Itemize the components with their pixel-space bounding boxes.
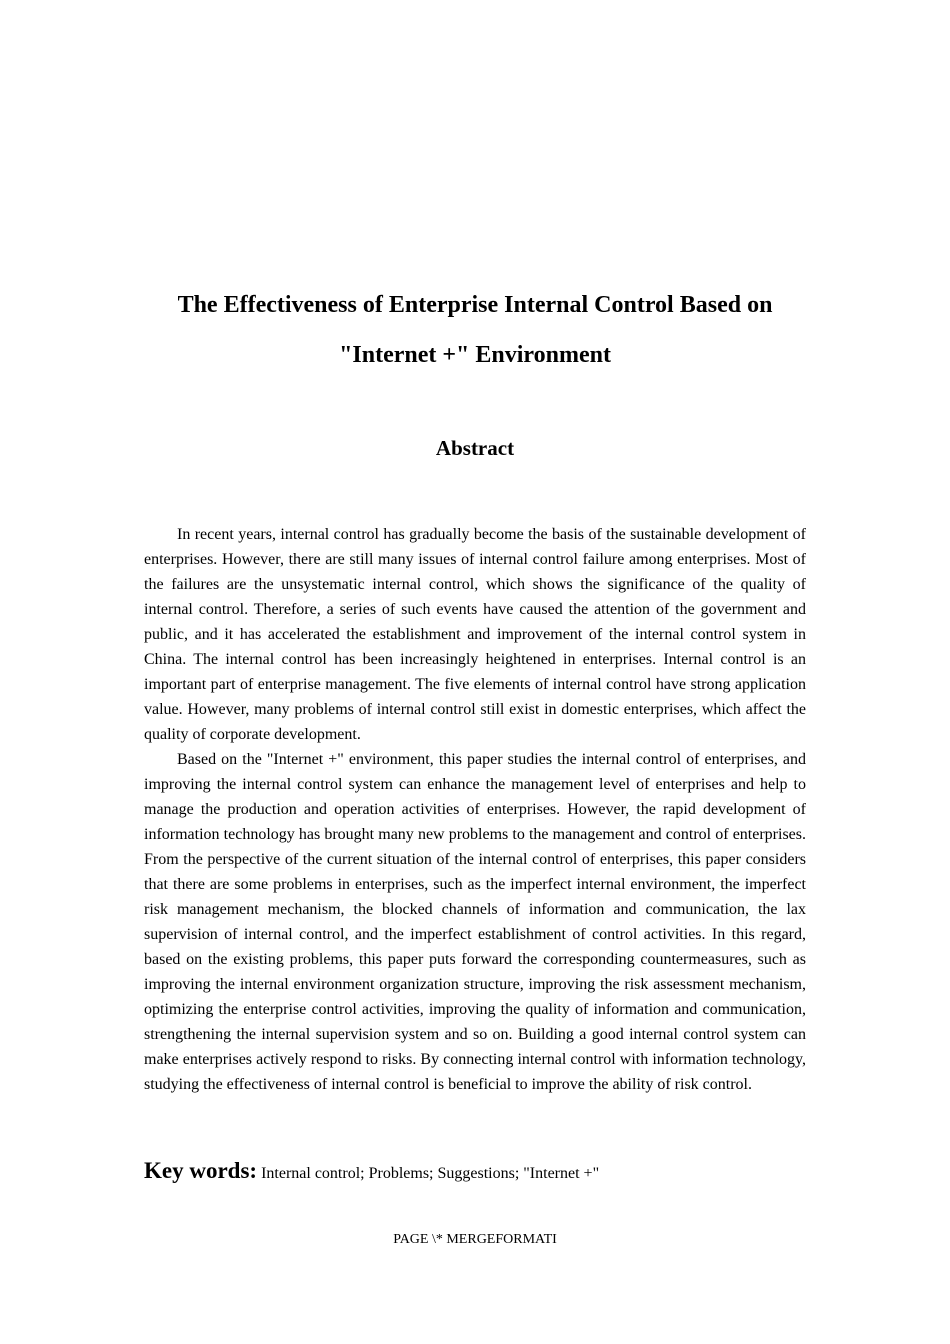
abstract-heading: Abstract — [435, 436, 515, 460]
paper-title-line-1: The Effectiveness of Enterprise Internal Control Based on — [177, 292, 773, 318]
abstract-paragraph-2: Based on the "Internet +" environment, this paper studies the internal control of enterprises, and improving the internal control system can enhance the management level of enterprises and help to manage the production and operation activities of enterprises. However, the rapid development of information technology has brought many new problems to the management and control of enterprises. From the perspective of the current situation of the internal control of enterprises, this paper considers that there are some problems in enterprises, such as the imperfect internal environment, the imperfect risk management mechanism, the blocked channels of information and communication, the lax supervision of internal control, and the imperfect establishment of control activities. In this regard, based on the existing problems, this paper puts forward the corresponding countermeasures, such as improving the internal environment organization structure, improving the risk assessment mechanism, optimizing the enterprise control activities, improving the quality of information and communication, strengthening the internal supervision system and so on. Building a good internal control system can make enterprises actively respond to risks. By connecting internal control with information technology, studying the effectiveness of internal control is beneficial to improve the ability of risk control. — [144, 751, 806, 1093]
paper-title — [0, 280, 950, 380]
keywords-label: Key words: — [144, 1158, 258, 1183]
paper-title-line-2: "Internet +" Environment — [339, 342, 611, 368]
page-footer: PAGE \* MERGEFORMATI — [393, 1232, 557, 1247]
keywords-text: Internal control; Problems; Suggestions; "Internet +" — [257, 1165, 600, 1182]
abstract-body — [144, 522, 806, 1097]
keywords-line — [144, 1154, 806, 1191]
abstract-paragraph-1: In recent years, internal control has gradually become the basis of the sustainable development of enterprises. However, there are still many issues of internal control failure among enterprises. Most of the failures are the unsystematic internal control, which shows the significance of the quality of internal control. Therefore, a series of such events have caused the attention of the government and public, and it has accelerated the establishment and improvement of the internal control system in China. The internal control has been increasingly heightened in enterprises. Internal control is an important part of enterprise management. The five elements of internal control have strong application value. However, many problems of internal control still exist in domestic enterprises, which affect the quality of corporate development. — [144, 526, 806, 743]
